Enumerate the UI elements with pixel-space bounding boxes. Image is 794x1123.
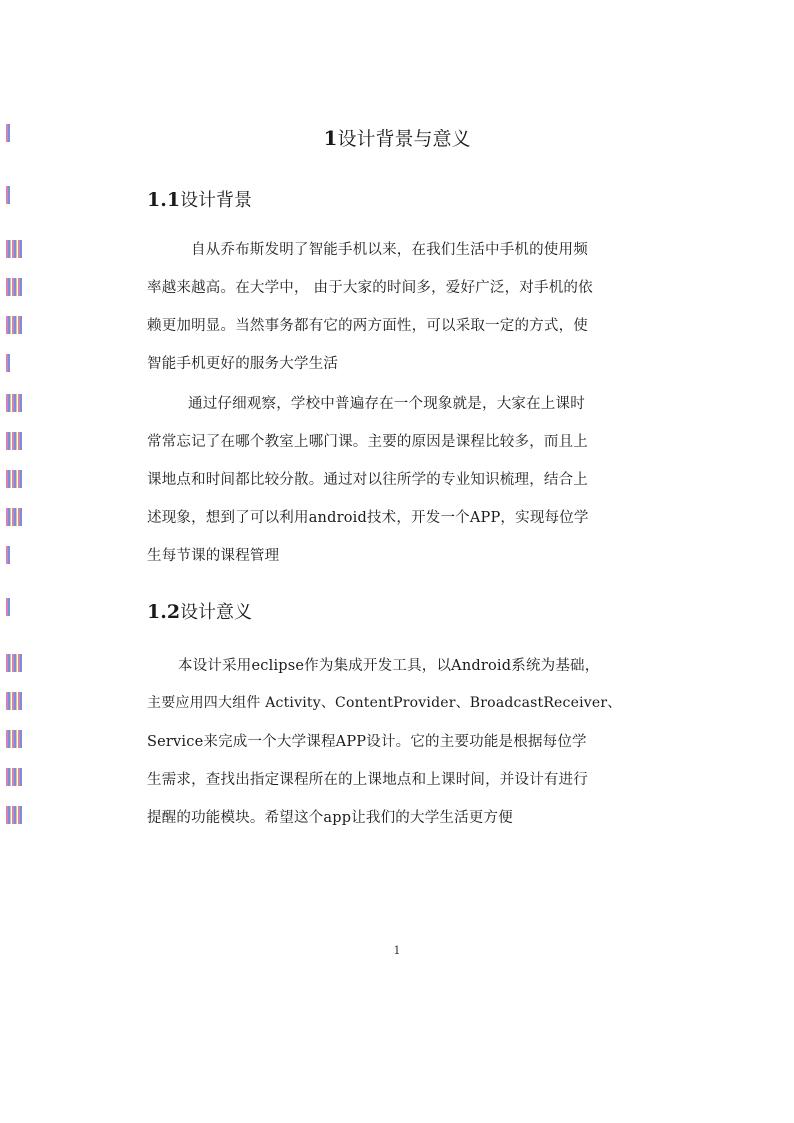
margin-artifact (6, 432, 22, 450)
margin-artifact (6, 240, 22, 258)
margin-artifact (6, 730, 22, 748)
section-heading-1-2 (147, 598, 252, 624)
margin-artifact (6, 354, 10, 372)
paragraph-line: 率越来越高。在大学中， 由于大家的时间多，爱好广泛，对手机的依 (147, 280, 593, 296)
margin-artifact (6, 692, 22, 710)
title-text: 设计背景与意义 (337, 128, 471, 150)
section-heading-text: 设计背景 (180, 190, 253, 211)
paragraph-line: 生需求，查找出指定课程所在的上课地点和上课时间，并设计有进行 (147, 772, 588, 788)
margin-artifact (6, 768, 22, 786)
title-number: 1 (323, 126, 338, 150)
margin-artifact (6, 394, 22, 412)
margin-artifact (6, 278, 22, 296)
paragraph-line: 提醒的功能模块。希望这个app让我们的大学生活更方便 (147, 810, 513, 826)
margin-artifact (6, 508, 22, 526)
paragraph-line: 常常忘记了在哪个教室上哪门课。主要的原因是课程比较多，而且上 (147, 434, 588, 450)
page-number: 1 (393, 944, 401, 957)
margin-artifact (6, 806, 22, 824)
paragraph-line: 主要应用四大组件 Activity、ContentProvider、BroadcastReceiver、 (147, 695, 622, 711)
margin-artifact (6, 654, 22, 672)
section-heading-1-1 (147, 186, 252, 212)
paragraph-line: 自从乔布斯发明了智能手机以来，在我们生活中手机的使用频 (191, 242, 588, 258)
margin-artifact (6, 546, 10, 564)
margin-artifact (6, 316, 22, 334)
page-title (0, 124, 794, 151)
margin-artifact (6, 598, 10, 616)
paragraph-line: 通过仔细观察，学校中普遍存在一个现象就是，大家在上课时 (188, 396, 585, 412)
section-number: 1.2 (147, 601, 181, 623)
margin-artifact (6, 470, 22, 488)
paragraph-line: 赖更加明显。当然事务都有它的两方面性，可以采取一定的方式，使 (147, 318, 588, 334)
margin-artifact (6, 186, 10, 204)
paragraph-line: 述现象，想到了可以利用android技术，开发一个APP，实现每位学 (147, 510, 589, 526)
paragraph-line: 课地点和时间都比较分散。通过对以往所学的专业知识梳理，结合上 (147, 472, 588, 488)
paragraph-line: 智能手机更好的服务大学生活 (147, 356, 339, 372)
paragraph-line: 本设计采用eclipse作为集成开发工具，以Android系统为基础， (178, 658, 600, 674)
section-number: 1.1 (147, 189, 181, 211)
paragraph-line: 生每节课的课程管理 (147, 548, 280, 564)
paragraph-line: Service来完成一个大学课程APP设计。它的主要功能是根据每位学 (147, 734, 587, 750)
section-heading-text: 设计意义 (180, 602, 253, 623)
